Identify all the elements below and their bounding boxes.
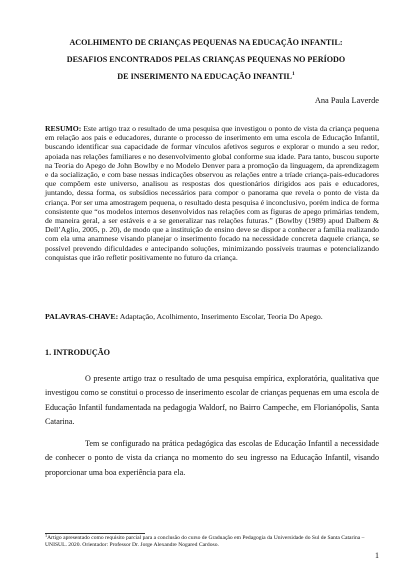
title-line-3-text: DE INSERIMENTO NA EDUCAÇÃO INFANTIL [117, 72, 292, 81]
footnote [45, 535, 379, 549]
paragraph-1: O presente artigo traz o resultado de uma pesquisa empírica, exploratória, qualitativa que investigou como se constitui o processo de inserimento escolar de crianças pequenas em uma escola de Educação Infantil fundamentada na pedagogia Waldorf, no Bairro Campeche, em Florianópolis, Santa Catarina. [45, 374, 379, 426]
paragraph-2: Tem se configurado na prática pedagógica das escolas de Educação Infantil a necessidade de conhecer o ponto de vista da criança no momento do seu ingresso na Educação Infantil, visando proporcionar uma boa experiência para ela. [45, 439, 379, 477]
footnote-text: Artigo apresentado como requisito parcial para a conclusão do curso de Graduação em Pedagogia da Universidade do Sul de Santa Catarina – UNISUL. 2020. Orientador: Professor Dr. Jorge Alexandre Nogared Cardoso. [45, 535, 365, 548]
author-name: Ana Paula Laverde [314, 96, 379, 105]
abstract [45, 124, 379, 262]
title-footnote-marker: 1 [291, 71, 295, 77]
footnote-divider [45, 533, 145, 534]
keywords-label: PALAVRAS-CHAVE: [45, 312, 119, 321]
body-text [45, 372, 379, 488]
page-number: 1 [375, 551, 379, 560]
title-line-1: ACOLHIMENTO DE CRIANÇAS PEQUENAS NA EDUCAÇÃO INFANTIL: [69, 38, 343, 47]
abstract-text: Este artigo traz o resultado de uma pesquisa que investigou o ponto de vista da criança pequena em relação aos pais e educadores, durante o processo de inserimento em uma escola de Educação Infantil, buscando identificar sua capacidade de formar vínculos afetivos seguros e explorar o mundo a seu redor, apoiada nas relações familiares e no desenvolvimento global conforme sua idade. Para tanto, buscou suporte na Teoria do Apego de John Bowlby e no Modelo Denver para a promoção da linguagem, da aprendizagem e da socialização, e com base nessas indicações observou as relações entre a tríade criança-pais-educadores que compõem este universo, analisou as respostas dos questionários dirigidos aos pais e educadores, juntando, dessa forma, os subsídios necessários para compor o panorama que revela o ponto de vista da criança. Por ser uma amostragem pequena, o resultado desta pesquisa é inconclusivo, porém indica de forma consistente que “os modelos internos desenvolvidos nas relações com as figuras de apego primárias tendem, de maneira geral, a ser estáveis e a se generalizar nas relações futuras.” (Bowlby (1989) apud Dalbem & Dell’Aglio, 2005, p. 20), de modo que a instituição de ensino deve se dispor a conhecer a família realizando com ela uma anamnese visando planejar o inserimento focado na necessidade concreta daquele criança, se possível prevendo dificuldades e antecipando soluções, minimizando possíveis traumas e potencializando conquistas que irão refletir positivamente no futuro da criança. [45, 124, 379, 262]
abstract-label: RESUMO: [45, 124, 82, 133]
keywords-text: Adaptação, Acolhimento, Inserimento Escolar, Teoria Do Apego. [118, 312, 323, 321]
footnote-marker: 1 [45, 533, 48, 538]
section-heading: 1. INTRODUÇÃO [45, 348, 111, 357]
title-line-2: DESAFIOS ENCONTRADOS PELAS CRIANÇAS PEQUENAS NO PERÍODO [66, 55, 346, 64]
keywords [45, 312, 379, 322]
title-line-3 [45, 68, 367, 85]
document-title [45, 34, 367, 85]
